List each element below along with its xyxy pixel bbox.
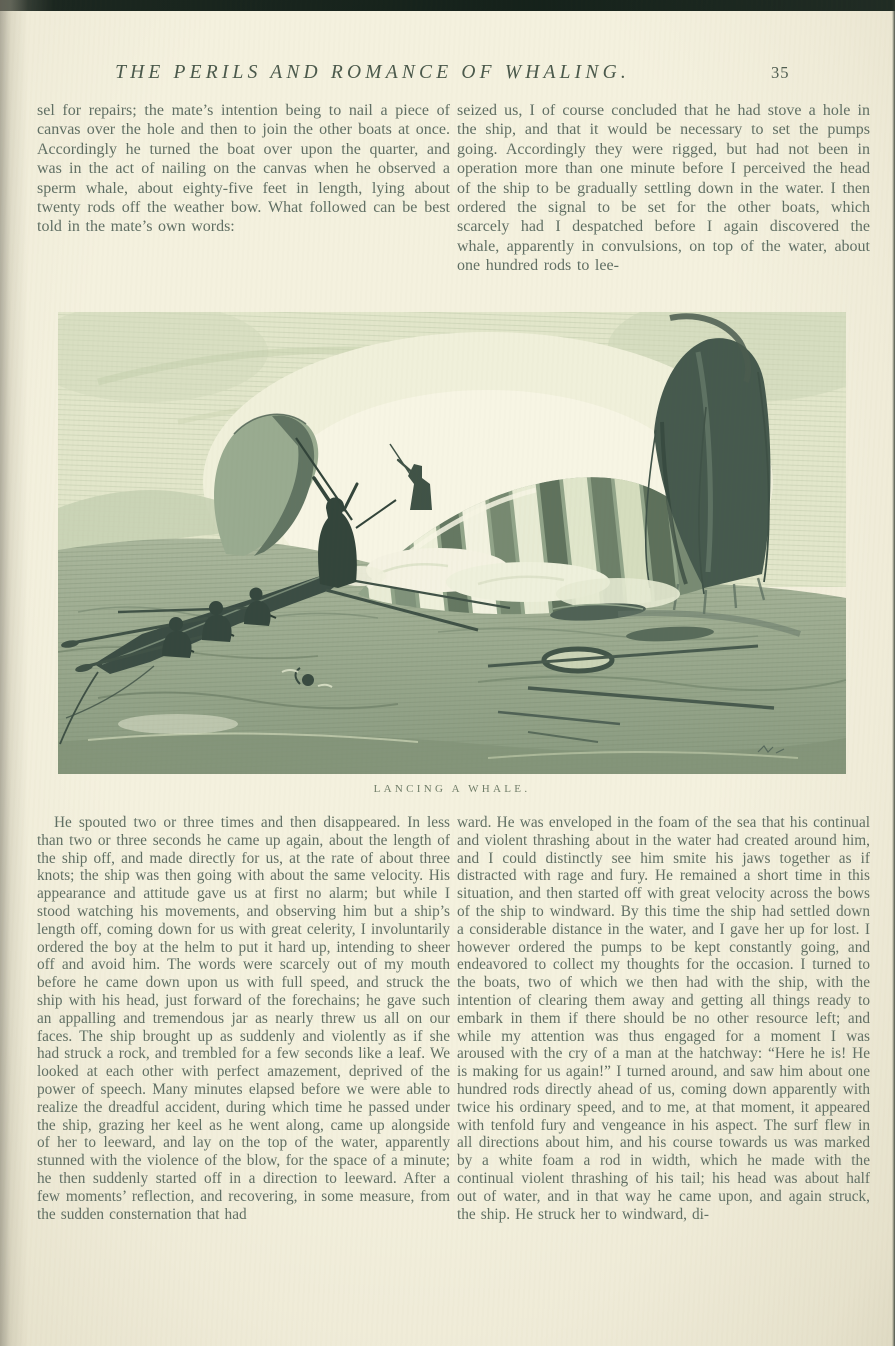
paragraph: seized us, I of course concluded that he had stove a hole in the ship, and that it would be necessary to set the pumps going. Accordingly they were rigged, but had not been in operation more than one minute before I perceived the head of the ship to be gradually settling down in the water. I then ordered the signal to be set for the other boats, which scarcely had I despatched before I again discovered the whale, apparently in convulsions, on top of the water, about one hundred rods to lee- — [457, 102, 870, 275]
column-top-right — [457, 101, 870, 276]
page-gutter-shadow — [0, 0, 28, 1346]
paragraph: ward. He was enveloped in the foam of the sea that his continual and violent thrashing about in the water had created around him, and I could distinctly see him smite his jaws together as if distracted with rage and fury. He remained a short time in this situation, and then started off with great velocity across the bows of the ship to windward. By this time the ship had settled down a considerable distance in the water, and I gave her up for lost. I however ordered the pumps to be kept constantly going, and endeavored to collect my thoughts for the occasion. I turned to the boats, two of which we then had with the ship, with the intention of clearing them away and getting all things ready to embark in them if there should be no other resource left; and while my attention was thus engaged for a moment I was aroused with the cry of a man at the hatchway: “Here he is! He is making for us again!” I turned around, and saw him about one hundred rods directly ahead of us, coming down apparently with twice his ordinary speed, and to me, at that moment, it appeared with tenfold fury and vengeance in his aspect. The surf flew in all directions about him, and his course towards us was marked by a white foam a rod in width, which he made with the continual violent thrashing of his tail; his head was about half out of water, and in that way he came upon, and again struck, the ship. He struck her to windward, di- — [457, 814, 870, 1223]
column-top-left — [37, 101, 450, 237]
scan-top-edge — [0, 0, 895, 11]
running-head-title: THE PERILS AND ROMANCE OF WHALING. — [115, 62, 630, 83]
page-number: 35 — [771, 63, 790, 82]
column-bottom-left — [37, 814, 450, 1340]
column-bottom-right — [457, 814, 870, 1340]
illustration-caption: LANCING A WHALE. — [373, 783, 531, 795]
paragraph: He spouted two or three times and then disappeared. In less than two or three seconds he came up again, about the length of the ship off, and made directly for us, at the rate of about three knots; the ship was then going with about the same velocity. His appearance and attitude gave us at first no alarm; but while I stood watching his movements, and observing him but a ship’s length off, coming down for us with great celerity, I involuntarily ordered the boy at the helm to put it hard up, intending to sheer off and avoid him. The words were scarcely out of my mouth before he came down upon us with full speed, and struck the ship with his head, just forward of the forechains; he gave such an appalling and tremendous jar as nearly threw us all on our faces. The ship brought up as suddenly and violently as if she had struck a rock, and trembled for a few seconds like a leaf. We looked at each other with perfect amazement, deprived of the power of speech. Many minutes elapsed before we were able to realize the dreadful accident, during which time he passed under the ship, grazing her keel as he went along, came up alongside of her to leeward, and lay on the top of the water, apparently stunned with the violence of the blow, for the space of a minute; he then suddenly started off in a direction to leeward. After a few moments’ reflection, and recovering, in some measure, from the sudden consternation that had — [37, 814, 450, 1223]
whaling-engraving — [58, 312, 846, 774]
paragraph: sel for repairs; the mate’s intention being to nail a piece of canvas over the hole and then to join the other boats at once. Accordingly he turned the boat over upon the quarter, and was in the act of nailing on the canvas when he observed a sperm whale, about eighty-five feet in length, lying about twenty rods off the weather bow. What followed can be best told in the mate’s own words: — [37, 102, 450, 236]
